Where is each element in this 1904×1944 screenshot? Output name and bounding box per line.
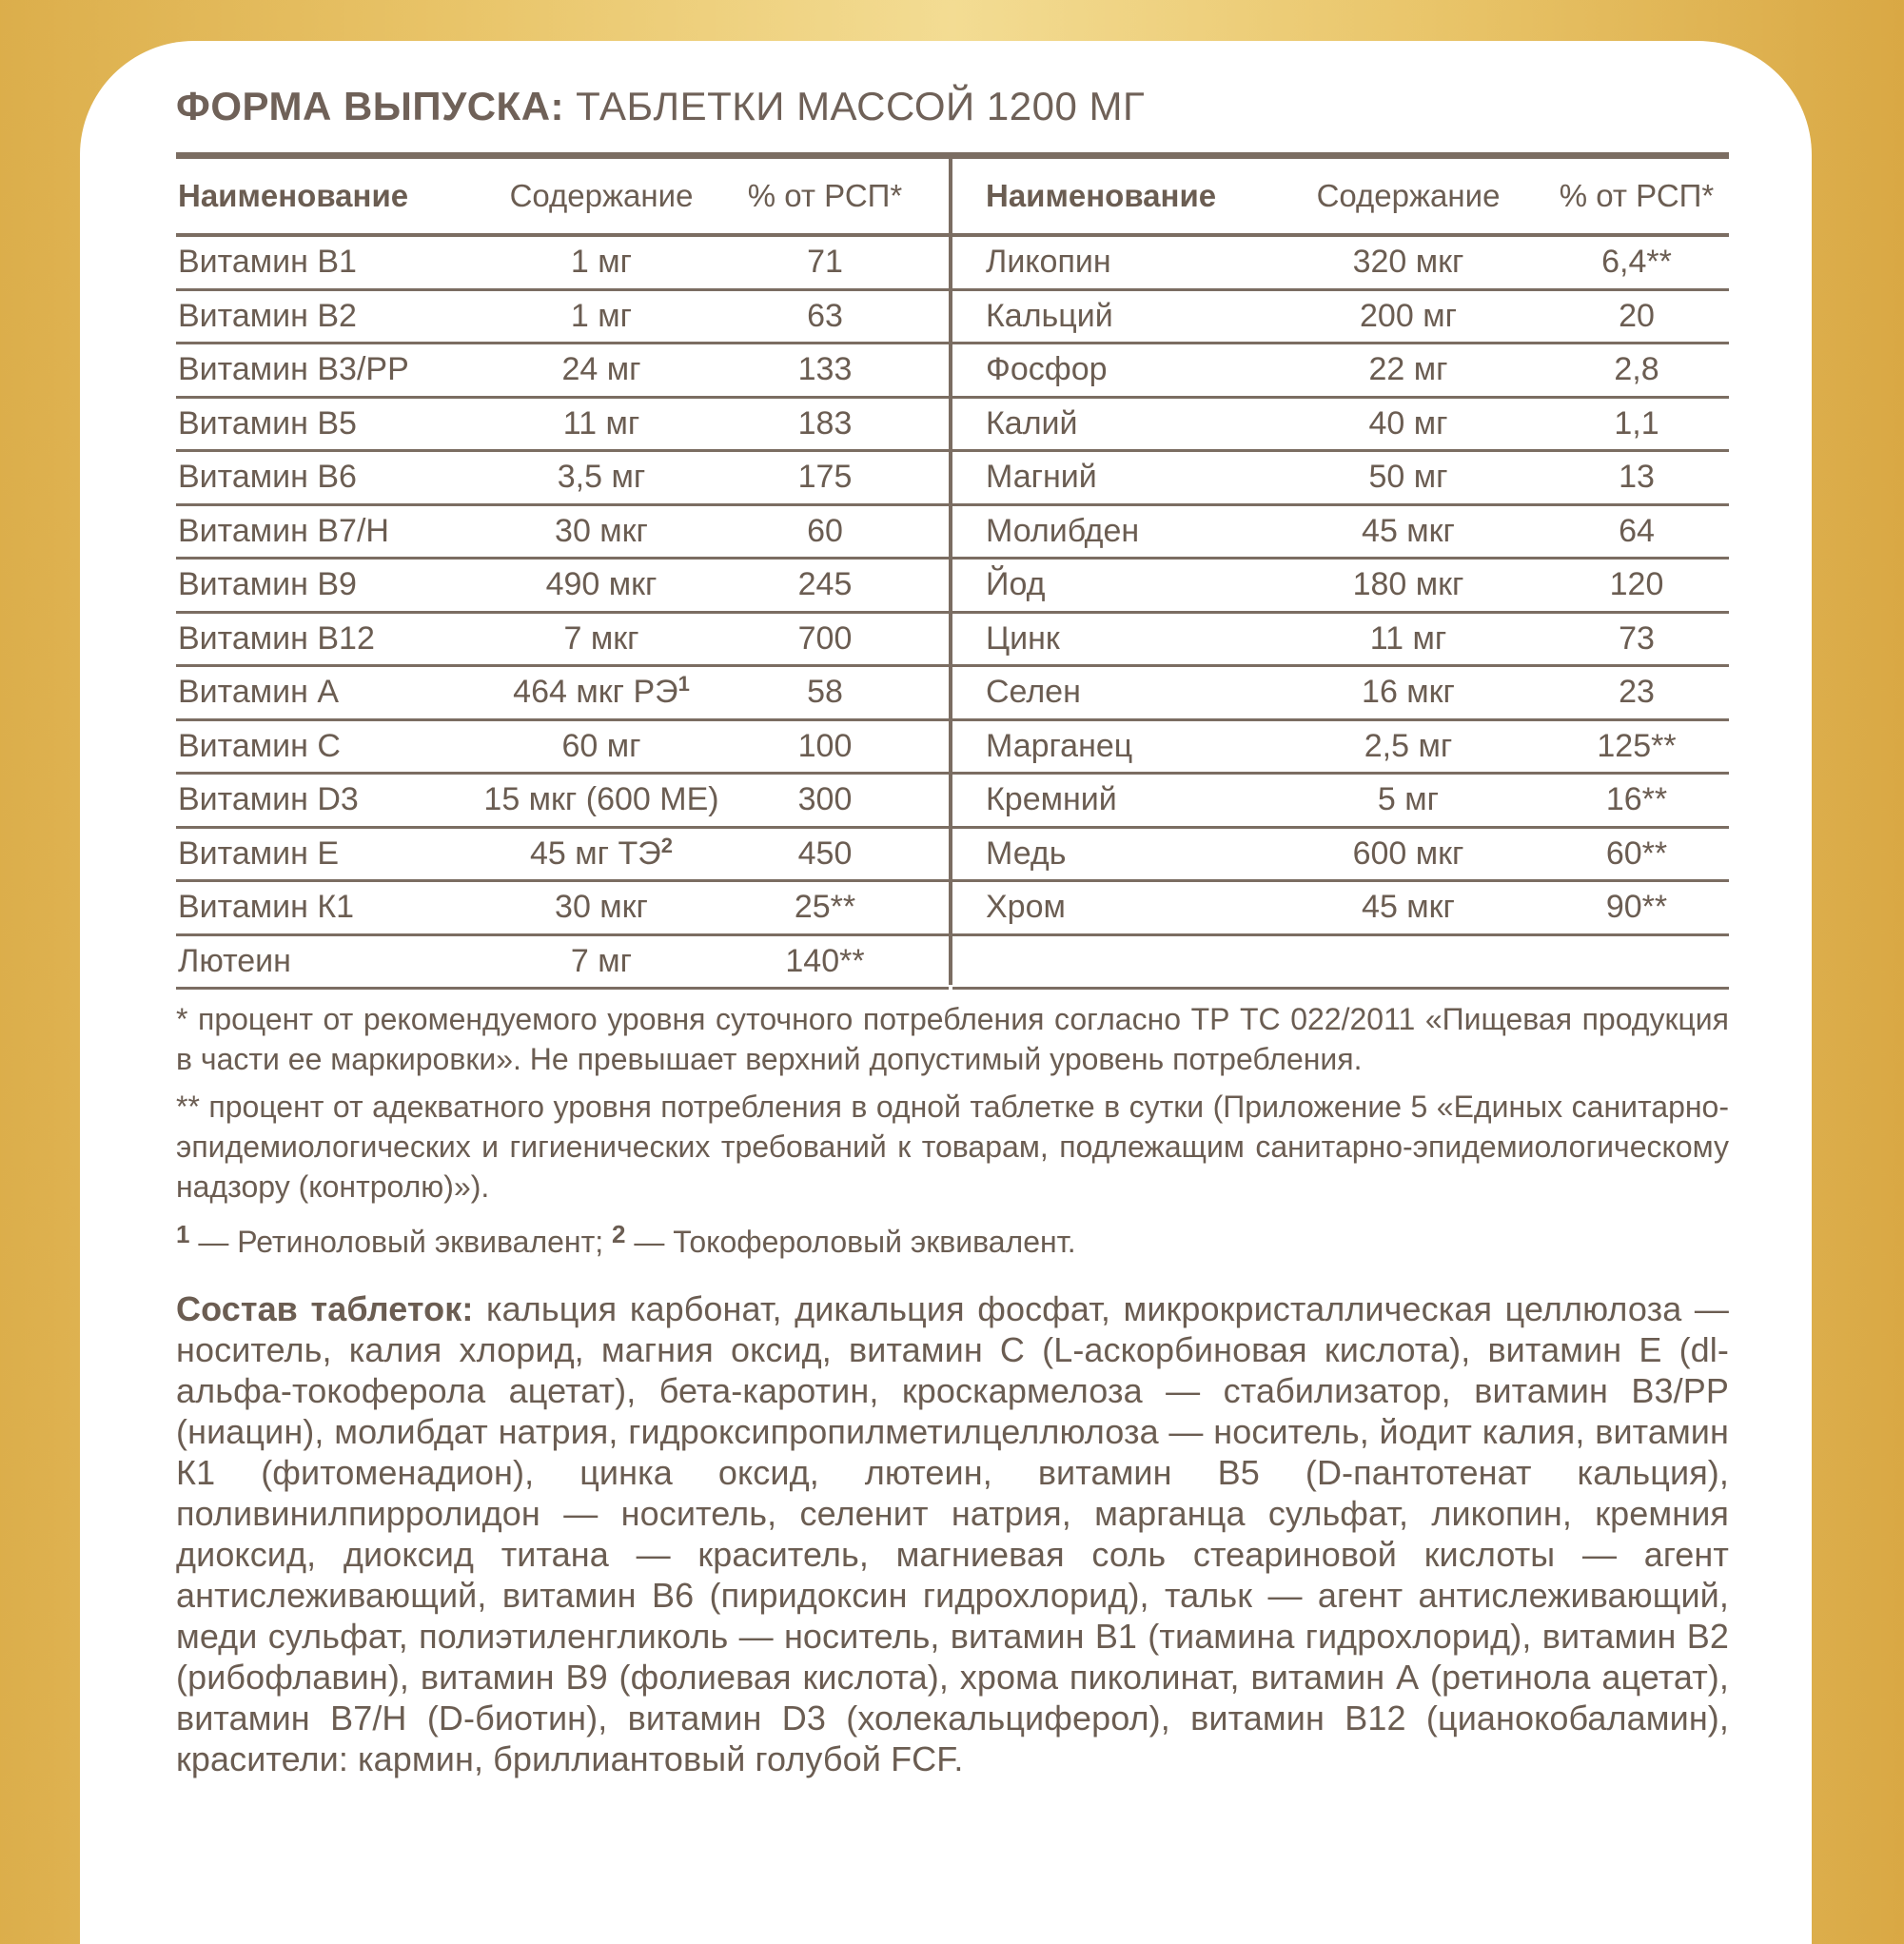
table-row: [176, 721, 949, 776]
nutrient-amount: [1272, 566, 1544, 603]
table-row: [952, 775, 1729, 829]
nutrient-name: Фосфор: [986, 351, 1108, 388]
header-amount: Содержание: [509, 178, 694, 213]
amount-footnote-mark: 2: [660, 833, 673, 857]
nutrient-percent: 125**: [1597, 727, 1677, 764]
nutrient-name: Селен: [986, 674, 1081, 711]
amount-value: 2,5 мг: [1364, 727, 1453, 764]
nutrient-percent: 100: [797, 727, 853, 764]
header-name: Наименование: [178, 178, 409, 213]
table-header-row: [176, 159, 949, 237]
table-row: [176, 614, 949, 668]
nutrient-percent: 90**: [1605, 889, 1668, 926]
nutrient-amount: [1272, 351, 1544, 388]
nutrient-name: Кальций: [986, 297, 1113, 334]
nutrient-percent: 133: [797, 351, 853, 388]
table-row: [952, 237, 1729, 291]
nutrient-amount: [463, 835, 739, 873]
nutrient-amount: [1272, 889, 1544, 926]
nutrient-name: Витамин B5: [178, 404, 357, 442]
nutrient-amount: [463, 459, 739, 496]
amount-value: 5 мг: [1377, 781, 1440, 818]
table-row: [952, 291, 1729, 345]
table-row: [952, 721, 1729, 776]
nutrient-name: Марганец: [986, 727, 1133, 764]
table-row: [952, 399, 1729, 453]
table-header-row: [952, 159, 1729, 237]
nutrient-percent: 6,4**: [1601, 244, 1672, 281]
amount-value: 45 мг ТЭ: [530, 835, 661, 872]
nutrient-amount: [1272, 513, 1544, 550]
amount-value: 30 мкг: [555, 512, 648, 549]
table-row: [176, 775, 949, 829]
composition-label: Состав таблеток:: [176, 1289, 474, 1328]
nutrient-name: Витамин B12: [178, 619, 375, 657]
table-left-half: [176, 159, 949, 990]
nutrient-percent: 2,8: [1614, 351, 1659, 388]
table-right-half: [952, 159, 1729, 990]
nutrient-name: Цинк: [986, 619, 1060, 657]
footnote-equivalents: [176, 1214, 1729, 1262]
nutrient-percent: 63: [807, 297, 843, 334]
nutrient-percent: 700: [797, 619, 853, 657]
nutrient-name: Витамин B2: [178, 297, 357, 334]
nutrient-amount: [463, 513, 739, 550]
nutrient-percent: 58: [807, 674, 843, 711]
table-row: [176, 291, 949, 345]
nutrient-name: Медь: [986, 835, 1067, 872]
nutrient-percent: 60: [807, 512, 843, 549]
nutrient-name: Кремний: [986, 781, 1117, 818]
amount-value: 40 мг: [1368, 404, 1448, 442]
table-row: [176, 936, 949, 991]
amount-value: 600 мкг: [1352, 835, 1464, 872]
nutrient-name: Ликопин: [986, 244, 1111, 281]
nutrient-amount: [1272, 459, 1544, 496]
fn2-mark: 2: [612, 1220, 626, 1248]
fn1-mark: 1: [176, 1220, 190, 1248]
table-row: [952, 452, 1729, 506]
table-row: [176, 452, 949, 506]
nutrient-name: Калий: [986, 404, 1078, 442]
nutrient-name: Витамин С: [178, 727, 341, 764]
amount-value: 1 мг: [570, 244, 633, 281]
nutrient-name: Витамин B6: [178, 459, 357, 496]
nutrient-amount: [463, 889, 739, 926]
nutrient-percent: 450: [797, 835, 853, 872]
table-row: [952, 667, 1729, 721]
amount-value: 50 мг: [1368, 459, 1448, 496]
nutrient-name: Витамин К1: [178, 889, 355, 926]
nutrient-amount: [463, 943, 739, 980]
amount-value: 60 мг: [561, 727, 641, 764]
nutrient-amount: [1272, 674, 1544, 711]
amount-value: 30 мкг: [555, 889, 648, 926]
nutrient-name: Витамин D3: [178, 781, 359, 818]
nutrient-percent: 1,1: [1614, 404, 1659, 442]
nutrient-amount: [1272, 298, 1544, 335]
nutrient-amount: [1272, 405, 1544, 442]
table-row: [952, 882, 1729, 936]
nutrient-percent: 245: [797, 566, 853, 603]
composition-text: кальция карбонат, дикальция фосфат, микрокристаллическая целлюлоза — носитель, калия хлорид, магния оксид, витамин С (L-аскорбиновая кислота), витамин Е (dl-альфа-токоферола ацетат), бета-каротин, кроскармелоза — стабилизатор, витамин В3/РР (ниацин), молибдат натрия, гидроксипропилметилцеллюлоза — носитель, йодит калия, витамин К1 (фитоменадион), цинка оксид, лютеин, витамин В5 (D-пантотенат кальция), поливинилпирролидон — носитель, селенит натрия, марганца сульфат, ликопин, кремния диоксид, диоксид титана — краситель, магниевая соль стеариновой кислоты — агент антислеживающий, витамин В6 (пиридоксин гидрохлорид), тальк — агент антислеживающий, меди сульфат, полиэтиленгликоль — носитель, витамин В1 (тиамина гидрохлорид), витамин В2 (рибофлавин), витамин В9 (фолиевая кислота), хрома пиколинат, витамин А (ретинола ацетат), витамин В7/Н (D-биотин), витамин D3 (холекальциферол), витамин В12 (цианокобаламин), красители: кармин, бриллиантовый голубой FCF.: [176, 1289, 1729, 1778]
footnote-star: * процент от рекомендуемого уровня суточного потребления согласно ТР ТС 022/2011 «Пищевая продукция в части ее маркировки». Не превышает верхний допустимый уровень потребления.: [176, 1002, 1729, 1076]
header-percent: % от РСП*: [1559, 178, 1715, 213]
nutrient-table: [176, 152, 1729, 985]
footnote-double-star: ** процент от адекватного уровня потребления в одной таблетке в сутки (Приложение 5 «Единых санитарно-эпидемиологических и гигиенических требований к товарам, подлежащим санитарно-эпидемиологическому надзору (контролю)»).: [176, 1090, 1729, 1204]
nutrient-percent: 300: [797, 781, 853, 818]
amount-value: 15 мкг (600 МЕ): [483, 781, 719, 818]
nutrient-amount: [463, 244, 739, 281]
nutrient-percent: 175: [797, 459, 853, 496]
table-row: [176, 237, 949, 291]
title-bold: ФОРМА ВЫПУСКА:: [176, 84, 565, 128]
nutrient-name: Молибден: [986, 512, 1140, 549]
amount-value: 45 мкг: [1362, 889, 1455, 926]
nutrient-amount: [463, 405, 739, 442]
table-row: [952, 829, 1729, 883]
table-left-body: [176, 237, 949, 990]
amount-value: 180 мкг: [1352, 566, 1464, 603]
table-row: [952, 614, 1729, 668]
nutrient-name: Витамин B7/H: [178, 512, 389, 549]
nutrient-amount: [1272, 728, 1544, 765]
nutrient-amount: [463, 674, 739, 711]
table-row: [176, 399, 949, 453]
nutrient-percent: 25**: [794, 889, 856, 926]
amount-value: 16 мкг: [1362, 674, 1455, 711]
nutrient-amount: [1272, 835, 1544, 873]
amount-value: 11 мг: [562, 404, 640, 442]
header-name: Наименование: [986, 178, 1217, 213]
footnotes: [176, 999, 1729, 1269]
amount-value: 7 мг: [570, 942, 633, 979]
nutrient-name: Хром: [986, 889, 1066, 926]
table-row: [176, 882, 949, 936]
composition-paragraph: [176, 1288, 1729, 1779]
nutrient-name: Витамин Е: [178, 835, 340, 872]
table-row: [176, 506, 949, 560]
nutrient-percent: 16**: [1605, 781, 1668, 818]
nutrient-percent: 60**: [1605, 835, 1668, 872]
amount-value: 320 мкг: [1352, 244, 1464, 281]
amount-value: 200 мг: [1360, 297, 1457, 334]
nutrient-percent: 73: [1619, 619, 1655, 657]
amount-footnote-mark: 1: [677, 672, 690, 697]
nutrient-amount: [463, 566, 739, 603]
table-row-empty: [952, 936, 1729, 991]
nutrient-percent: 23: [1619, 674, 1655, 711]
amount-value: 490 мкг: [545, 566, 658, 603]
nutrient-percent: 13: [1619, 459, 1655, 496]
nutrient-name: Магний: [986, 459, 1097, 496]
nutrient-percent: 20: [1619, 297, 1655, 334]
nutrient-amount: [463, 351, 739, 388]
page-title: [176, 84, 1145, 129]
nutrient-amount: [1272, 244, 1544, 281]
table-row: [176, 344, 949, 399]
nutrient-amount: [463, 298, 739, 335]
nutrient-amount: [1272, 620, 1544, 658]
header-amount: Содержание: [1316, 178, 1501, 213]
nutrient-percent: 183: [797, 404, 853, 442]
amount-value: 3,5 мг: [557, 459, 646, 496]
nutrient-name: Витамин А: [178, 674, 340, 711]
table-row: [952, 560, 1729, 614]
nutrient-name: Витамин B9: [178, 566, 357, 603]
table-row: [952, 506, 1729, 560]
table-row: [176, 829, 949, 883]
nutrient-amount: [463, 728, 739, 765]
nutrient-amount: [463, 620, 739, 658]
table-row: [952, 344, 1729, 399]
nutrient-amount: [463, 781, 739, 818]
header-percent: % от РСП*: [747, 178, 903, 213]
amount-value: 464 мкг РЭ: [513, 674, 678, 711]
table-right-body: [952, 237, 1729, 990]
nutrient-percent: 140**: [785, 942, 865, 979]
amount-value: 22 мг: [1368, 351, 1448, 388]
nutrient-amount: [1272, 781, 1544, 818]
table-row: [176, 667, 949, 721]
nutrient-percent: 120: [1609, 566, 1664, 603]
amount-value: 45 мкг: [1362, 512, 1455, 549]
nutrient-name: Витамин B1: [178, 244, 357, 281]
amount-value: 1 мг: [570, 297, 633, 334]
nutrient-name: Йод: [986, 566, 1046, 603]
nutrient-percent: 64: [1619, 512, 1655, 549]
amount-value: 7 мкг: [563, 619, 639, 657]
nutrient-name: Витамин B3/PP: [178, 351, 409, 388]
title-rest: ТАБЛЕТКИ МАССОЙ 1200 МГ: [564, 84, 1146, 128]
fn2-text: — Токофероловый эквивалент.: [625, 1225, 1076, 1259]
nutrient-name: Лютеин: [178, 942, 291, 979]
amount-value: 11 мг: [1369, 619, 1447, 657]
fn1-text: — Ретиноловый эквивалент;: [189, 1225, 613, 1259]
nutrient-percent: 71: [807, 244, 843, 281]
table-row: [176, 560, 949, 614]
amount-value: 24 мг: [561, 351, 641, 388]
